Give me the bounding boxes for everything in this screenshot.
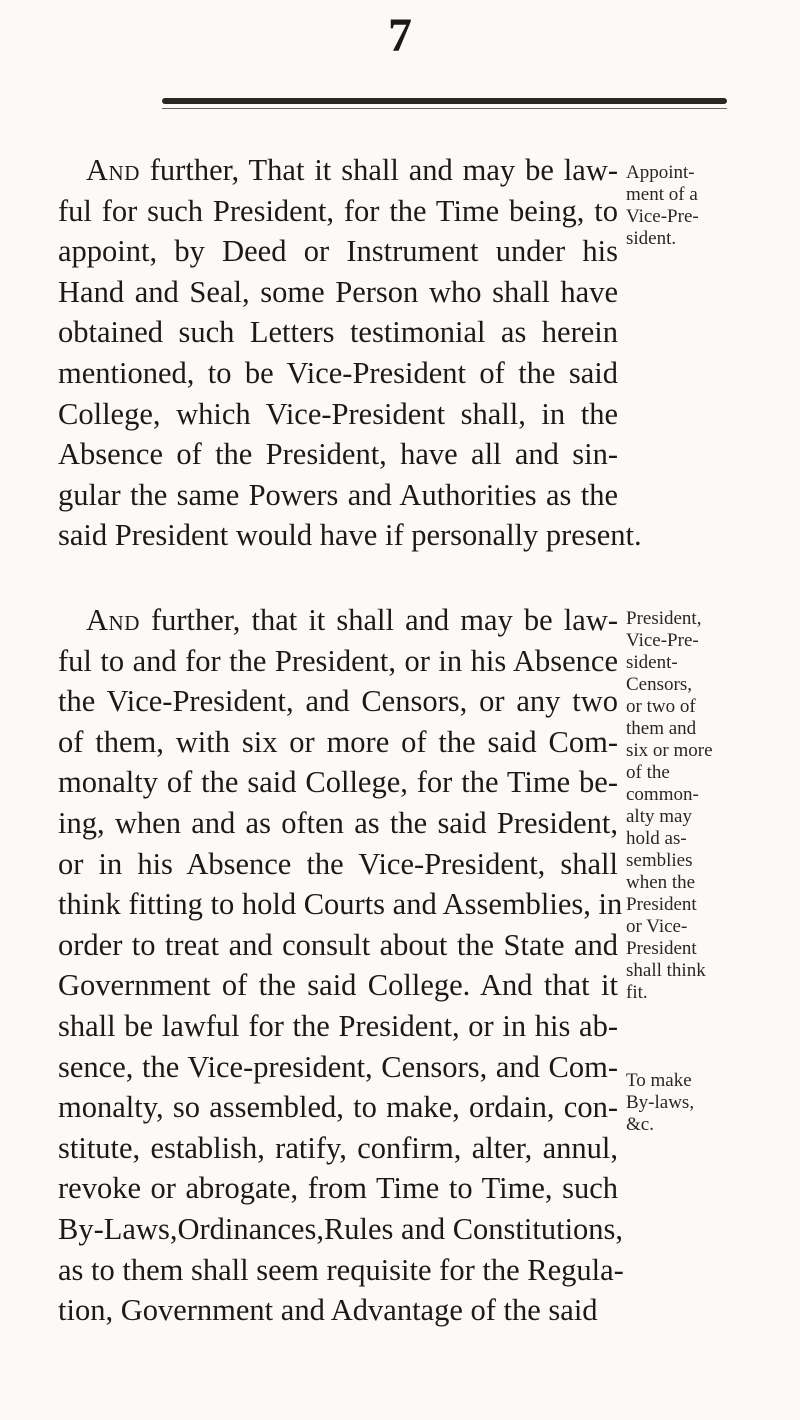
- margin-note-line: ment of a: [626, 184, 698, 205]
- paragraph-2-line: as to them shall seem requisite for the Regula-: [58, 1252, 624, 1287]
- paragraph-1-line: Absence of the President, have all and sin-: [58, 437, 618, 472]
- margin-note-line: sident.: [626, 228, 677, 249]
- margin-note-line: Vice-Pre-: [626, 630, 699, 651]
- page-number: 7: [388, 9, 412, 62]
- paragraph-1: [58, 150, 642, 556]
- paragraph-1-line: mentioned, to be Vice-President of the said: [58, 355, 618, 390]
- margin-note-line: semblies: [626, 850, 693, 871]
- paragraph-2-line: revoke or abrogate, from Time to Time, such: [58, 1171, 618, 1206]
- margin-note-line: six or more: [626, 740, 713, 761]
- margin-note-line: [626, 1026, 791, 1048]
- margin-note-line: By-laws,: [626, 1092, 695, 1113]
- margin-note-line: Vice-Pre-: [626, 206, 699, 227]
- paragraph-2: [58, 600, 624, 1331]
- paragraph-1-lead: And: [86, 153, 140, 187]
- margin-note-line: them and: [626, 718, 697, 739]
- paragraph-2-line: ing, when and as often as the said President,: [58, 805, 618, 840]
- margin-note-2: [626, 608, 791, 1136]
- paragraph-1-line: ful for such President, for the Time being, to: [58, 193, 618, 228]
- margin-note-line: hold as-: [626, 828, 687, 849]
- paragraph-2-line: shall be lawful for the President, or in his ab-: [58, 1008, 618, 1043]
- paragraph-2-line: monalty, so assembled, to make, ordain, con-: [58, 1090, 618, 1125]
- header-rule-thin: [162, 108, 727, 109]
- header-rule: [162, 98, 727, 104]
- paragraph-2-line: the Vice-President, and Censors, or any two: [58, 684, 618, 719]
- margin-note-line: common-: [626, 784, 699, 805]
- margin-note-line: or Vice-: [626, 916, 688, 937]
- margin-note-line: President,: [626, 608, 702, 629]
- margin-note-line: when the: [626, 872, 696, 893]
- paragraph-1-line: Hand and Seal, some Person who shall have: [58, 274, 618, 309]
- margin-note-line: [626, 1004, 791, 1026]
- paragraph-2-line: sence, the Vice-president, Censors, and Com-: [58, 1049, 618, 1084]
- paragraph-2-lead: And: [86, 603, 140, 637]
- margin-note-line: alty may: [626, 806, 692, 827]
- paragraph-2-line: or in his Absence the Vice-President, shall: [58, 846, 618, 881]
- paragraph-2-line: Government of the said College. And that it: [58, 968, 618, 1003]
- paragraph-2-line: And further, that it shall and may be law-: [86, 603, 618, 637]
- margin-note-line: Appoint-: [626, 162, 695, 183]
- margin-note-line: shall think: [626, 960, 706, 981]
- paragraph-2-line: ful to and for the President, or in his Absence: [58, 643, 618, 678]
- margin-note-line: sident-: [626, 652, 678, 673]
- margin-note-line: President: [626, 894, 697, 915]
- paragraph-2-line: stitute, establish, ratify, confirm, alter, annul,: [58, 1130, 618, 1165]
- margin-note-line: [626, 1048, 791, 1070]
- margin-note-line: President: [626, 938, 697, 959]
- paragraph-1-line: appoint, by Deed or Instrument under his: [58, 234, 618, 269]
- paragraph-2-line: By-Laws,Ordinances,Rules and Constitutions,: [58, 1211, 624, 1246]
- margin-note-line: fit.: [626, 982, 648, 1003]
- paragraph-1-line: said President would have if personally present.: [58, 518, 642, 553]
- margin-note-line: To make: [626, 1070, 692, 1091]
- margin-note-1: [626, 162, 791, 250]
- paragraph-1-line: And further, That it shall and may be law-: [86, 153, 618, 187]
- paragraph-2-line: of them, with six or more of the said Com-: [58, 724, 618, 759]
- paragraph-1-line: gular the same Powers and Authorities as the: [58, 477, 618, 512]
- margin-note-line: Censors,: [626, 674, 692, 695]
- paragraph-2-line: tion, Government and Advantage of the said: [58, 1293, 598, 1328]
- paragraph-2-line: monalty of the said College, for the Time be-: [58, 765, 618, 800]
- paragraph-2-line: think fitting to hold Courts and Assemblies, in: [58, 887, 623, 922]
- margin-note-line: or two of: [626, 696, 696, 717]
- margin-note-line: of the: [626, 762, 670, 783]
- margin-note-line: &c.: [626, 1114, 654, 1135]
- paragraph-1-line: obtained such Letters testimonial as herein: [58, 315, 618, 350]
- paragraph-1-line: College, which Vice-President shall, in the: [58, 396, 618, 431]
- paragraph-2-line: order to treat and consult about the State and: [58, 927, 618, 962]
